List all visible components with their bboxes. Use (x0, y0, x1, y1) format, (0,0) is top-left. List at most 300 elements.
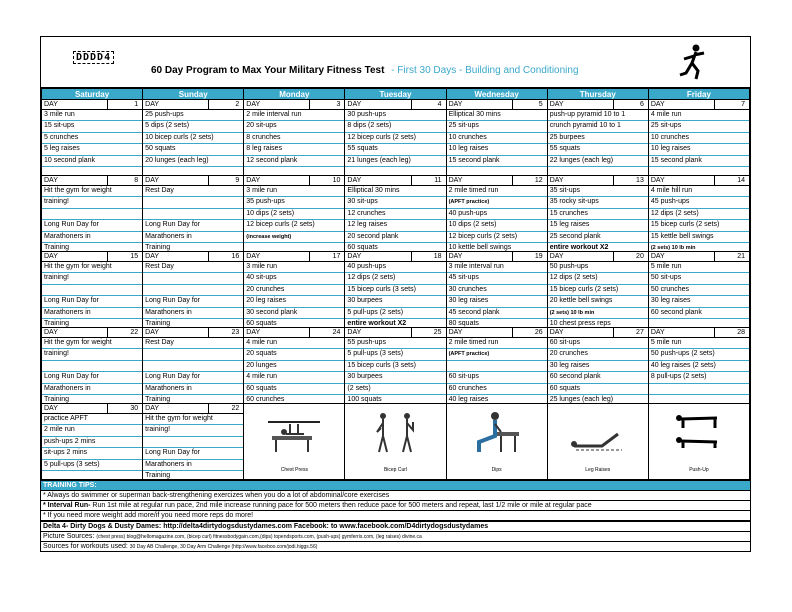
day-number-row (649, 328, 749, 338)
workout-line (548, 167, 648, 175)
workout-line: 10 chest press reps (548, 319, 648, 327)
workout-line: training! (42, 349, 142, 360)
workout-line: Training (42, 319, 142, 327)
workout-line: Elliptical 30 mins (345, 186, 445, 197)
workout-line: 4 mile hill run (649, 186, 749, 197)
day-number-row (143, 328, 243, 338)
workout-line: 10 crunches (649, 133, 749, 144)
day-number: 12 (512, 176, 545, 185)
workout-line: Hit the gym for weight (143, 414, 243, 425)
day-label: DAY (347, 101, 362, 108)
workout-line: Marathoners in (143, 384, 243, 395)
day-cell (547, 176, 648, 252)
workout-line: 8 leg raises (244, 144, 344, 155)
workout-line: Long Run Day for (42, 296, 142, 307)
workout-line: Long Run Day for (143, 372, 243, 383)
workout-line: 15 second plank (649, 156, 749, 167)
day-label: DAY (549, 177, 564, 184)
workout-line: 2 mile interval run (244, 110, 344, 121)
day-cell (446, 176, 547, 252)
exercise-caption: Chest Press (280, 467, 308, 473)
workout-line: 22 lunges (each leg) (548, 156, 648, 167)
workout-line: 15 kettle bell swings (649, 232, 749, 243)
workout-line: Training (143, 395, 243, 403)
workout-line: 10 kettle bell swings (447, 243, 547, 251)
workout-line: 10 leg raises (447, 144, 547, 155)
workout-line: 60 second plank (548, 372, 648, 383)
runner-figure-icon (676, 43, 710, 81)
workout-line (345, 167, 445, 175)
day-label: DAY (44, 101, 58, 108)
day-number-row (345, 100, 445, 110)
workout-line: 45 sit-ups (447, 273, 547, 284)
workout-line: 12 dips (2 sets) (649, 209, 749, 220)
weekday-header-thursday: Thursday (547, 89, 648, 100)
workout-line: 100 squats (345, 395, 445, 403)
workout-line: (increase weight) (244, 232, 344, 243)
workout-line (143, 209, 243, 220)
tip-3: * If you need more weight add more/if you need more reps do more! (41, 510, 750, 520)
workout-line: 2 mile timed run (447, 338, 547, 349)
exercise-caption: Leg Raises (585, 467, 611, 473)
workout-line (143, 167, 243, 175)
tips-heading: TRAINING TIPS: (41, 480, 750, 490)
weekday-header-monday: Monday (244, 89, 345, 100)
workout-line: 60 squats (548, 384, 648, 395)
workout-line: 12 dips (2 sets) (345, 273, 445, 284)
day-number-row (42, 328, 142, 338)
day-number-row (143, 252, 243, 262)
workout-line: 30 burpees (345, 296, 445, 307)
subtitle-text: - First 30 Days - Building and Conditioning (391, 65, 579, 76)
exercise-caption: Bicep Curl (383, 467, 408, 473)
day-number: 16 (208, 252, 241, 261)
workout-line (143, 437, 243, 448)
workout-line: 12 leg raises (345, 220, 445, 231)
workout-line: 25 lunges (each leg) (548, 395, 648, 403)
workout-line (143, 273, 243, 284)
day-label: DAY (145, 405, 160, 412)
exercise-image-cell (547, 404, 648, 480)
workout-line (143, 197, 243, 208)
day-number: 7 (714, 100, 747, 109)
day-cell (244, 328, 345, 404)
workout-line: sit-ups 2 mins (42, 448, 142, 459)
leg-raises-icon (568, 410, 628, 456)
workout-line: 50 sit-ups (649, 273, 749, 284)
day-number-row (649, 176, 749, 186)
title-text: 60 Day Program to Max Your Military Fitness Test (151, 65, 385, 76)
day-number: 21 (714, 252, 747, 261)
tip-1: * Always do swimmer or superman back-strengthening exercizes when you do a lot of abdominal/core exercises (41, 490, 750, 500)
day-number: 4 (411, 100, 444, 109)
workout-line: 15 sit-ups (42, 121, 142, 132)
workout-line: 60 squats (244, 384, 344, 395)
workout-line: 30 push-ups (345, 110, 445, 121)
exercise-image-cell (648, 404, 749, 480)
day-label: DAY (448, 101, 463, 108)
week-row (42, 404, 750, 480)
workout-line: 25 push-ups (143, 110, 243, 121)
workout-line: (APFT practice) (447, 349, 547, 360)
workout-line: 30 crunches (447, 285, 547, 296)
workout-line: 20 leg raises (244, 296, 344, 307)
day-label: DAY (246, 329, 261, 336)
exercise-image-cell (446, 404, 547, 480)
day-cell (42, 176, 143, 252)
workout-line: 35 push-ups (244, 197, 344, 208)
day-number-row (143, 176, 243, 186)
workout-line: 50 push-ups (2 sets) (649, 349, 749, 360)
workout-line: 40 leg raises (2 sets) (649, 361, 749, 372)
dips-icon (467, 410, 527, 456)
tip-2-label: * Interval Run- (43, 502, 91, 509)
day-label: DAY (347, 329, 362, 336)
workout-line: 80 squats (447, 319, 547, 327)
day-label: DAY (347, 177, 362, 184)
day-number-row (447, 328, 547, 338)
footer-workout-sources (41, 541, 750, 551)
workout-line (42, 285, 142, 296)
weekday-header-tuesday: Tuesday (345, 89, 446, 100)
workout-line: 20 lunges (each leg) (143, 156, 243, 167)
day-number-row (143, 404, 243, 414)
day-number: 25 (411, 328, 444, 337)
workout-line: 60 squats (345, 243, 445, 251)
workout-line: Rest Day (143, 262, 243, 273)
workout-line (649, 384, 749, 395)
workout-line: 3 mile run (244, 186, 344, 197)
workout-line: 55 squats (345, 144, 445, 155)
day-number: 28 (714, 328, 747, 337)
workout-line: 60 crunches (447, 384, 547, 395)
day-cell (547, 252, 648, 328)
footer-site-links: Delta 4- Dirty Dogs & Dusty Dames: http://delta4dirtydogsdustydames.com Facebook: to www.facebook.com/D4dirtydogsdustydames (41, 520, 750, 531)
day-cell (244, 252, 345, 328)
workout-line: 50 push-ups (548, 262, 648, 273)
day-number: 15 (107, 252, 140, 261)
weekday-header-friday: Friday (648, 89, 749, 100)
day-number: 5 (512, 100, 545, 109)
exercise-caption: Dips (491, 467, 502, 473)
workout-line: 10 bicep curls (2 sets) (143, 133, 243, 144)
workout-line: 5 pull-ups (2 sets) (345, 308, 445, 319)
workout-line: 60 squats (244, 319, 344, 327)
workout-line: 30 leg raises (649, 296, 749, 307)
workout-line: training! (42, 273, 142, 284)
workout-line (649, 167, 749, 175)
weekday-header-row (42, 89, 750, 100)
day-label: DAY (448, 177, 463, 184)
workout-line: Marathoners in (42, 308, 142, 319)
workout-line: 5 mile run (649, 338, 749, 349)
chest-press-icon (264, 410, 324, 456)
workout-line: 2 mile timed run (447, 186, 547, 197)
workout-line: 40 push-ups (447, 209, 547, 220)
workout-line: 8 pull-ups (2 sets) (649, 372, 749, 383)
weekday-header-wednesday: Wednesday (446, 89, 547, 100)
day-number: 8 (107, 176, 140, 185)
day-label: DAY (44, 177, 58, 184)
day-label: DAY (549, 329, 564, 336)
workout-line: 20 kettle bell swings (548, 296, 648, 307)
workout-line: Hit the gym for weight (42, 262, 142, 273)
day-number: 30 (107, 404, 140, 413)
day-number: 20 (613, 252, 646, 261)
workout-line: 45 second plank (447, 308, 547, 319)
day-cell (143, 252, 244, 328)
workout-line: training! (42, 197, 142, 208)
workout-line: practice APFT (42, 414, 142, 425)
day-number-row (42, 252, 142, 262)
day-cell (42, 252, 143, 328)
workout-line (649, 395, 749, 403)
workout-line: 20 crunches (244, 285, 344, 296)
page-title (151, 65, 579, 76)
exercise-image-cell (244, 404, 345, 480)
day-cell (345, 328, 446, 404)
workout-line: 45 push-ups (649, 197, 749, 208)
day-number: 3 (309, 100, 342, 109)
workout-line: 20 crunches (548, 349, 648, 360)
workout-line: 10 leg raises (649, 144, 749, 155)
workout-line (244, 243, 344, 251)
day-number-row (42, 404, 142, 414)
header (41, 37, 750, 88)
weekday-header-sunday: Sunday (143, 89, 244, 100)
day-cell (446, 252, 547, 328)
workout-line: 40 push-ups (345, 262, 445, 273)
day-number-row (649, 252, 749, 262)
exercise-image-cell (345, 404, 446, 480)
day-cell (244, 176, 345, 252)
workout-line: 25 sit-ups (447, 121, 547, 132)
week-row (42, 100, 750, 176)
workout-line: entire workout X2 (548, 243, 648, 251)
day-number: 6 (613, 100, 646, 109)
workout-line: 12 second plank (244, 156, 344, 167)
day-cell (648, 100, 749, 176)
workout-line: 10 dips (2 sets) (447, 220, 547, 231)
workout-line: Training (42, 395, 142, 403)
day-label: DAY (44, 405, 58, 412)
weekday-header-saturday: Saturday (42, 89, 143, 100)
day-number-row (345, 328, 445, 338)
workout-line: push-up pyramid 10 to 1 (548, 110, 648, 121)
workout-line: 4 mile run (244, 338, 344, 349)
pic-sources-text: (chest press) blog@hellomagazine.com, (bicep curl) fitnessbodygain.com,(dips) topendsports.com, (push-ups) gymferris.com, (leg raises) divine.ca (96, 534, 422, 540)
workout-line: 5 dips (2 sets) (143, 121, 243, 132)
workout-line (143, 349, 243, 360)
workout-line: 50 squats (143, 144, 243, 155)
workout-line: (2 sets) 10 lb min (548, 308, 648, 319)
day-cell (345, 252, 446, 328)
day-label: DAY (145, 177, 160, 184)
workout-line: 21 lunges (each leg) (345, 156, 445, 167)
day-label: DAY (246, 101, 261, 108)
day-number-row (345, 252, 445, 262)
workout-line: 4 mile run (244, 372, 344, 383)
day-number-row (447, 100, 547, 110)
day-label: DAY (549, 101, 564, 108)
workout-line: (APFT practice) (447, 197, 547, 208)
workout-line: 15 bicep curls (2 sets) (548, 285, 648, 296)
day-number-row (548, 328, 648, 338)
workout-line: 25 second plank (548, 232, 648, 243)
day-label: DAY (347, 253, 362, 260)
day-number-row (244, 252, 344, 262)
day-cell (648, 328, 749, 404)
workout-line: Training (143, 471, 243, 479)
workout-line: 25 burpees (548, 133, 648, 144)
workout-line: 4 mile run (649, 110, 749, 121)
day-cell (648, 176, 749, 252)
workout-line: Marathoners in (42, 232, 142, 243)
workout-line: 60 crunches (244, 395, 344, 403)
workout-line: Long Run Day for (42, 220, 142, 231)
push-up-icon (669, 410, 729, 456)
day-cell (547, 328, 648, 404)
workout-line: 12 dips (2 sets) (548, 273, 648, 284)
exercise-caption: Push-Up (689, 467, 709, 473)
workout-line: 5 leg raises (42, 144, 142, 155)
day-cell (143, 176, 244, 252)
day-cell (547, 100, 648, 176)
day-label: DAY (448, 329, 463, 336)
workout-line: push-ups 2 mins (42, 437, 142, 448)
day-number-row (649, 100, 749, 110)
day-cell (42, 404, 143, 480)
workout-line: 3 mile run (42, 110, 142, 121)
week-row (42, 176, 750, 252)
day-number: 11 (411, 176, 444, 185)
workout-line: 5 mile run (649, 262, 749, 273)
tip-2 (41, 500, 750, 510)
training-tips (41, 480, 750, 520)
workout-line: crunch pyramid 10 to 1 (548, 121, 648, 132)
day-label: DAY (448, 253, 463, 260)
workout-sources-label: Sources for workouts used: (43, 543, 128, 550)
workout-line: 12 bicep curls (2 sets) (447, 232, 547, 243)
workout-line: 30 leg raises (447, 296, 547, 307)
workout-line: 50 crunches (649, 285, 749, 296)
day-label: DAY (145, 253, 160, 260)
day-number-row (244, 176, 344, 186)
day-number-row (447, 176, 547, 186)
workout-line: 3 mile interval run (447, 262, 547, 273)
workout-line: 3 mile run (244, 262, 344, 273)
workout-line: 30 leg raises (548, 361, 648, 372)
day-cell (42, 100, 143, 176)
day-label: DAY (650, 101, 665, 108)
day-number-row (244, 100, 344, 110)
workout-line: 35 rocky sit-ups (548, 197, 648, 208)
day-cell (244, 100, 345, 176)
workout-line: 8 dips (2 sets) (345, 121, 445, 132)
workout-line: Marathoners in (143, 232, 243, 243)
workout-line: 60 sit-ups (548, 338, 648, 349)
workout-line: Rest Day (143, 186, 243, 197)
tip-2-text: Run 1st mile at regular run pace, 2nd mile increase running pace for 500 meters then reduce pace for 500 meters and repeat, last 1/2 mile or mile at regular pace (90, 502, 592, 509)
week-row (42, 328, 750, 404)
day-number: 24 (309, 328, 342, 337)
workout-line (42, 209, 142, 220)
day-number: 13 (613, 176, 646, 185)
workout-line: 25 sit-ups (649, 121, 749, 132)
workout-line: 55 squats (548, 144, 648, 155)
day-number-row (447, 252, 547, 262)
workout-line (447, 361, 547, 372)
day-label: DAY (650, 253, 665, 260)
workout-line: 12 crunches (345, 209, 445, 220)
workout-line: 15 crunches (548, 209, 648, 220)
workout-line: 20 lunges (244, 361, 344, 372)
workout-line: 12 bicep curls (2 sets) (345, 133, 445, 144)
workout-sources-text: 30 Day AB Challenge, 30 Day Arm Challenge (http://www.faceboo.com/jodi.higgs.56) (129, 544, 318, 550)
day-number: 26 (512, 328, 545, 337)
workout-line: Long Run Day for (143, 220, 243, 231)
workout-line: 15 bicep curls (3 sets) (345, 285, 445, 296)
workout-line: 12 bicep curls (2 sets) (244, 220, 344, 231)
day-number-row (244, 328, 344, 338)
workout-line: 10 second plank (42, 156, 142, 167)
workout-line: 5 crunches (42, 133, 142, 144)
calendar-grid (41, 88, 750, 480)
workout-line: 5 pull-ups (3 sets) (42, 460, 142, 471)
workout-line: 40 sit-ups (244, 273, 344, 284)
logo: DDDD4 (73, 51, 114, 64)
day-number: 19 (512, 252, 545, 261)
day-label: DAY (246, 177, 261, 184)
workout-line: 30 second plank (244, 308, 344, 319)
workout-line (42, 361, 142, 372)
footer-picture-sources (41, 531, 750, 541)
day-number: 27 (613, 328, 646, 337)
workout-line: 20 squats (244, 349, 344, 360)
day-label: DAY (246, 253, 261, 260)
workout-line: 60 second plank (649, 308, 749, 319)
day-cell (143, 404, 244, 480)
workout-line: 10 crunches (447, 133, 547, 144)
workout-line: Training (143, 243, 243, 251)
day-number-row (548, 176, 648, 186)
day-cell (446, 328, 547, 404)
workout-line: Marathoners in (42, 384, 142, 395)
day-cell (648, 252, 749, 328)
workout-line: Rest Day (143, 338, 243, 349)
workout-line: Hit the gym for weight (42, 338, 142, 349)
day-label: DAY (650, 177, 665, 184)
workout-line: Long Run Day for (143, 296, 243, 307)
day-cell (446, 100, 547, 176)
day-number-row (42, 176, 142, 186)
workout-line: 10 dips (2 sets) (244, 209, 344, 220)
workout-line (143, 285, 243, 296)
day-label: DAY (650, 329, 665, 336)
workout-line: 35 sit-ups (548, 186, 648, 197)
workout-line: (2 sets) (345, 384, 445, 395)
day-number: 23 (208, 328, 241, 337)
workout-line: 60 sit-ups (447, 372, 547, 383)
bicep-curl-icon (365, 410, 425, 456)
workout-line (649, 319, 749, 327)
workout-line: Hit the gym for weight (42, 186, 142, 197)
workout-line: Long Run Day for (143, 448, 243, 459)
workout-line: 20 second plank (345, 232, 445, 243)
workout-line: 55 push-ups (345, 338, 445, 349)
workout-line: 30 burpees (345, 372, 445, 383)
day-number: 17 (309, 252, 342, 261)
